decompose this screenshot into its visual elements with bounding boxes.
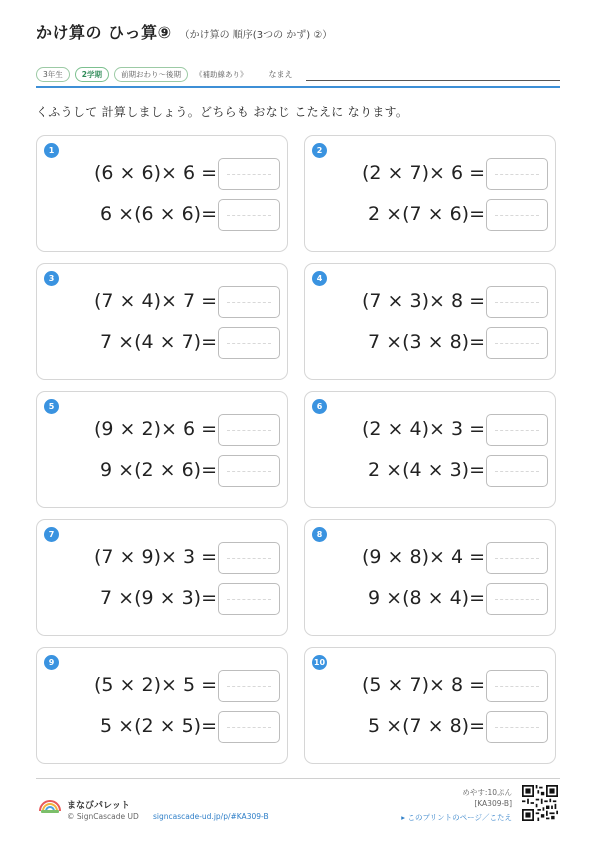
name-field[interactable] (306, 68, 561, 81)
expression-grouped-right: 7 ×(3 × 8)= (368, 331, 485, 353)
expression-grouped-left: (2 × 7)× 6 = (361, 162, 485, 184)
problem-card (304, 647, 556, 764)
answer-box[interactable] (486, 158, 548, 190)
footer-divider (36, 778, 560, 779)
answer-box[interactable] (218, 286, 280, 318)
answer-box[interactable] (218, 327, 280, 359)
expression-grouped-right: 2 ×(4 × 3)= (368, 459, 485, 481)
problem-number: 2 (312, 143, 327, 158)
problem-number: 1 (44, 143, 59, 158)
page-subtitle: （かけ算の 順序(3つの かず) ②） (179, 30, 333, 41)
problem-number: 3 (44, 271, 59, 286)
grade-chip: 3年生 (36, 67, 70, 82)
problem-card (36, 519, 288, 636)
expression-grouped-left: (9 × 8)× 4 = (361, 546, 485, 568)
problem-number: 6 (312, 399, 327, 414)
answer-box[interactable] (486, 199, 548, 231)
expression-grouped-left: (9 × 2)× 6 = (93, 418, 217, 440)
support-chip: 《補助線あり》 (195, 69, 248, 79)
expression-grouped-right: 5 ×(2 × 5)= (100, 715, 217, 737)
answers-link[interactable]: ▸ このプリントのページ／こたえ (401, 813, 512, 822)
name-label: なまえ (268, 69, 293, 79)
expression-grouped-right: 5 ×(7 × 8)= (368, 715, 485, 737)
expression-grouped-left: (7 × 3)× 8 = (361, 290, 485, 312)
instruction-text: くふうして 計算しましょう。どちらも おなじ こたえに なります。 (36, 105, 409, 119)
expression-grouped-left: (5 × 7)× 8 = (361, 674, 485, 696)
answer-box[interactable] (218, 583, 280, 615)
problem-number: 5 (44, 399, 59, 414)
answer-box[interactable] (218, 711, 280, 743)
expression-grouped-left: (2 × 4)× 3 = (361, 418, 485, 440)
expression-grouped-left: (6 × 6)× 6 = (93, 162, 217, 184)
answer-box[interactable] (486, 711, 548, 743)
page-header (36, 20, 560, 43)
meta-row (36, 66, 560, 82)
answer-box[interactable] (218, 670, 280, 702)
palette-logo-icon (38, 795, 62, 813)
period-chip: 前期おわり～後期 (114, 67, 188, 82)
problem-number: 7 (44, 527, 59, 542)
expression-grouped-left: (5 × 2)× 5 = (93, 674, 217, 696)
answer-box[interactable] (486, 583, 548, 615)
problem-card (36, 391, 288, 508)
expression-grouped-right: 9 ×(2 × 6)= (100, 459, 217, 481)
answer-box[interactable] (486, 670, 548, 702)
answer-box[interactable] (218, 542, 280, 574)
copyright-text: © SignCascade UD (67, 812, 139, 821)
problem-number: 10 (312, 655, 327, 670)
problem-number: 8 (312, 527, 327, 542)
answer-box[interactable] (486, 455, 548, 487)
expression-grouped-right: 6 ×(6 × 6)= (100, 203, 217, 225)
problem-card (36, 135, 288, 252)
brand-name: まなびパレット (67, 801, 130, 811)
answer-box[interactable] (218, 414, 280, 446)
time-estimate: めやす:10ぷん (462, 788, 512, 797)
answer-box[interactable] (486, 542, 548, 574)
problem-card (304, 391, 556, 508)
answer-box[interactable] (486, 414, 548, 446)
problem-card (36, 647, 288, 764)
source-link[interactable]: signcascade-ud.jp/p/#KA309-B (153, 812, 269, 821)
term-chip: 2学期 (75, 67, 109, 82)
expression-grouped-left: (7 × 4)× 7 = (93, 290, 217, 312)
problem-number: 9 (44, 655, 59, 670)
worksheet-code: [KA309-B] (474, 799, 512, 808)
qr-code-icon[interactable] (522, 785, 558, 821)
expression-grouped-right: 7 ×(4 × 7)= (100, 331, 217, 353)
answer-box[interactable] (486, 286, 548, 318)
answer-box[interactable] (218, 199, 280, 231)
answer-box[interactable] (218, 455, 280, 487)
answer-box[interactable] (218, 158, 280, 190)
problem-card (36, 263, 288, 380)
header-divider (36, 86, 560, 88)
problem-card (304, 263, 556, 380)
page-title: かけ算の ひっ算⑨ (36, 23, 172, 42)
problem-card (304, 519, 556, 636)
expression-grouped-right: 2 ×(7 × 6)= (368, 203, 485, 225)
expression-grouped-left: (7 × 9)× 3 = (93, 546, 217, 568)
problem-card (304, 135, 556, 252)
answer-box[interactable] (486, 327, 548, 359)
expression-grouped-right: 7 ×(9 × 3)= (100, 587, 217, 609)
problem-number: 4 (312, 271, 327, 286)
expression-grouped-right: 9 ×(8 × 4)= (368, 587, 485, 609)
